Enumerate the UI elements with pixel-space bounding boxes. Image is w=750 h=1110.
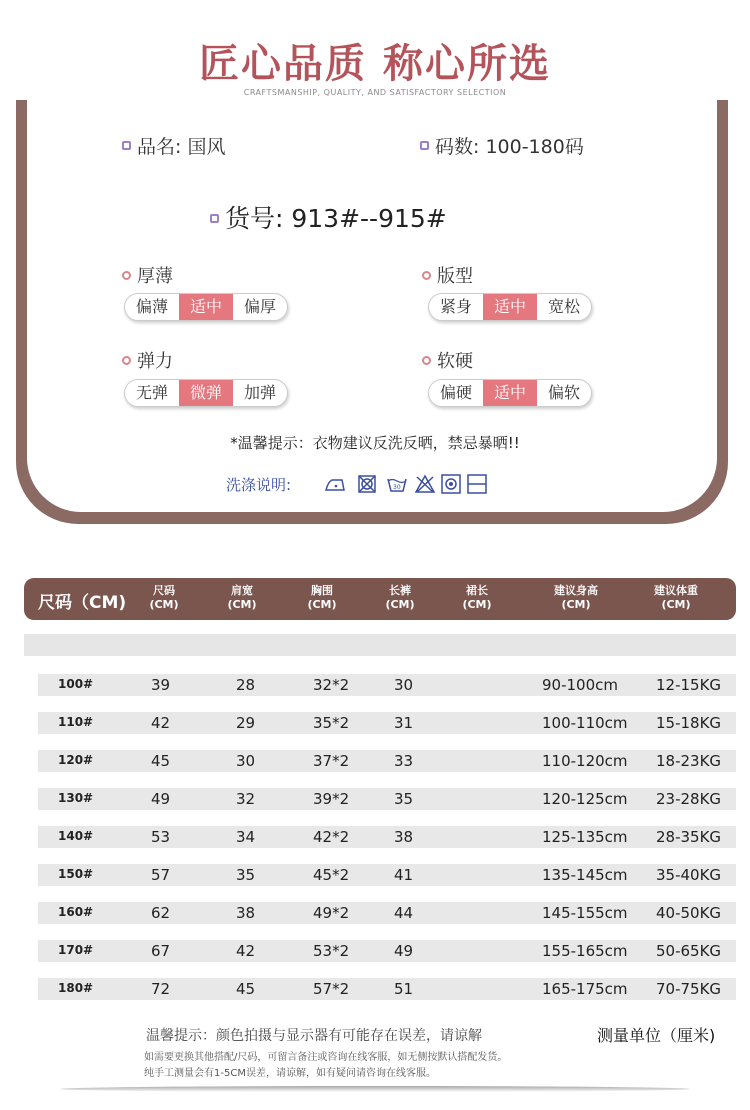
cell: 40-50KG [656, 904, 722, 922]
cell: 72 [151, 980, 171, 998]
col-header-height: 建议身高 (CM) [554, 584, 598, 611]
cell: 45*2 [313, 866, 350, 884]
row-band [38, 940, 736, 962]
cell: 23-28KG [656, 790, 722, 808]
cell-size: 180# [58, 981, 94, 995]
cell: 145-155cm [542, 904, 628, 922]
cell: 90-100cm [542, 676, 618, 694]
bullet-icon [420, 141, 429, 150]
option-tight: 紧身 [439, 297, 472, 316]
cell: 70-75KG [656, 980, 722, 998]
col-header-size: 尺码 (CM) [149, 584, 179, 611]
bullet-icon [210, 214, 219, 223]
product-name: 品名: 国风 [122, 132, 225, 159]
no-bleach-icon [414, 474, 436, 494]
page-title: 匠心品质 称心所选 [199, 41, 551, 87]
cell: 15-18KG [656, 714, 722, 732]
softness-selector [428, 379, 592, 407]
attr-fit-label: 版型 [422, 262, 473, 288]
cell: 57 [151, 866, 171, 884]
cell: 49*2 [313, 904, 350, 922]
cell: 49 [394, 942, 414, 960]
option-high-stretch: 加弹 [243, 383, 276, 402]
option-no-stretch: 无弹 [135, 383, 168, 402]
cell-size: 120# [58, 753, 94, 767]
cell: 38 [236, 904, 256, 922]
table-row [24, 788, 736, 810]
cell-size: 100# [58, 677, 94, 691]
cell: 12-15KG [656, 676, 722, 694]
cell: 28 [236, 676, 256, 694]
bottom-shadow [60, 1086, 690, 1092]
cell: 45 [151, 752, 171, 770]
cell: 33 [394, 752, 414, 770]
cell: 110-120cm [542, 752, 628, 770]
table-row [24, 902, 736, 924]
thickness-selector [124, 293, 288, 321]
cell: 35 [236, 866, 256, 884]
size-table-title: 尺码（CM) [38, 593, 127, 613]
row-band [38, 674, 736, 696]
row-band [38, 788, 736, 810]
page-subtitle: CRAFTSMANSHIP, QUALITY, AND SATISFACTORY SELECTION [243, 88, 507, 97]
cell: 45 [236, 980, 256, 998]
table-row [24, 750, 736, 772]
option-soft: 偏软 [547, 383, 580, 402]
cell: 155-165cm [542, 942, 628, 960]
fit-selector [428, 293, 592, 321]
item-number: 货号: 913#--915# [210, 199, 447, 235]
cell: 29 [236, 714, 256, 732]
cell: 57*2 [313, 980, 350, 998]
line-dry-icon [466, 474, 488, 494]
cell: 30 [394, 676, 414, 694]
cell: 32 [236, 790, 256, 808]
cell: 50-65KG [656, 942, 722, 960]
cell: 35-40KG [656, 866, 722, 884]
cell: 32*2 [313, 676, 350, 694]
table-row [24, 674, 736, 696]
bullet-icon [422, 271, 431, 280]
svg-text:30: 30 [393, 484, 401, 491]
cell: 34 [236, 828, 256, 846]
cell-size: 140# [58, 829, 94, 843]
cell: 28-35KG [656, 828, 722, 846]
footer-tip-color: 温馨提示：颜色拍摄与显示器有可能存在误差，请谅解 [146, 1028, 482, 1044]
table-row [24, 940, 736, 962]
cell-size: 160# [58, 905, 94, 919]
size-table-header [24, 578, 736, 620]
row-band [38, 864, 736, 886]
bullet-icon [422, 356, 431, 365]
cell: 37*2 [313, 752, 350, 770]
table-spacer [24, 634, 736, 656]
option-loose: 宽松 [547, 297, 580, 316]
attr-thickness-label: 厚薄 [122, 262, 173, 288]
table-row [24, 712, 736, 734]
option-medium-selected: 适中 [483, 380, 537, 406]
option-thick: 偏厚 [243, 297, 276, 316]
cell: 42*2 [313, 828, 350, 846]
elasticity-selector [124, 379, 288, 407]
row-band [38, 712, 736, 734]
col-header-weight: 建议体重 (CM) [654, 584, 698, 611]
option-hard: 偏硬 [439, 383, 472, 402]
cell-size: 170# [58, 943, 94, 957]
option-thin: 偏薄 [135, 297, 168, 316]
cell: 165-175cm [542, 980, 628, 998]
cell: 44 [394, 904, 414, 922]
care-tip: *温馨提示：衣物建议反洗反晒，禁忌暴晒!! [230, 434, 520, 452]
cell: 39 [151, 676, 171, 694]
cell: 41 [394, 866, 414, 884]
cell-size: 130# [58, 791, 94, 805]
cell: 120-125cm [542, 790, 628, 808]
bullet-icon [122, 141, 131, 150]
option-medium-selected: 适中 [179, 294, 233, 320]
option-slight-stretch-selected: 微弹 [179, 380, 233, 406]
row-band [38, 750, 736, 772]
cell: 31 [394, 714, 414, 732]
bullet-icon [122, 356, 131, 365]
cell: 49 [151, 790, 171, 808]
table-row [24, 864, 736, 886]
cell: 62 [151, 904, 171, 922]
cell-size: 110# [58, 715, 94, 729]
col-header-shoulder: 肩宽 (CM) [227, 584, 257, 611]
cell: 51 [394, 980, 414, 998]
iron-low-icon [324, 474, 346, 494]
wash-30-icon [386, 474, 408, 494]
row-band [38, 826, 736, 848]
cell: 18-23KG [656, 752, 722, 770]
cell: 42 [236, 942, 256, 960]
wash-instructions-label: 洗涤说明: [226, 476, 292, 494]
cell: 38 [394, 828, 414, 846]
footer-tip-measure: 纯手工测量会有1-5CM误差，请谅解，如有疑问请咨询在线客服。 [144, 1068, 436, 1079]
cell: 53*2 [313, 942, 350, 960]
cell: 30 [236, 752, 256, 770]
cell: 35 [394, 790, 414, 808]
size-range: 码数: 100-180码 [420, 132, 584, 159]
attr-softness-label: 软硬 [422, 347, 473, 373]
table-row [24, 978, 736, 1000]
cell: 42 [151, 714, 171, 732]
cell-size: 150# [58, 867, 94, 881]
row-band [38, 978, 736, 1000]
cell: 53 [151, 828, 171, 846]
table-row [24, 826, 736, 848]
option-regular-selected: 适中 [483, 294, 537, 320]
row-band [38, 902, 736, 924]
attr-elasticity-label: 弹力 [122, 347, 173, 373]
no-tumble-dry-icon [356, 474, 378, 494]
col-header-pants: 长裤 (CM) [385, 584, 415, 611]
col-header-chest: 胸围 (CM) [307, 584, 337, 611]
footer-unit: 测量单位（厘米) [597, 1026, 716, 1045]
footer-tip-exchange: 如需要更换其他搭配/尺码，可留言备注或咨询在线客服，如无侧按默认搭配发货。 [144, 1052, 508, 1063]
cell: 125-135cm [542, 828, 628, 846]
cell: 35*2 [313, 714, 350, 732]
bullet-icon [122, 271, 131, 280]
cell: 39*2 [313, 790, 350, 808]
dry-clean-icon [440, 474, 462, 494]
cell: 67 [151, 942, 171, 960]
cell: 135-145cm [542, 866, 628, 884]
cell: 100-110cm [542, 714, 628, 732]
col-header-skirt: 裙长 (CM) [462, 584, 492, 611]
